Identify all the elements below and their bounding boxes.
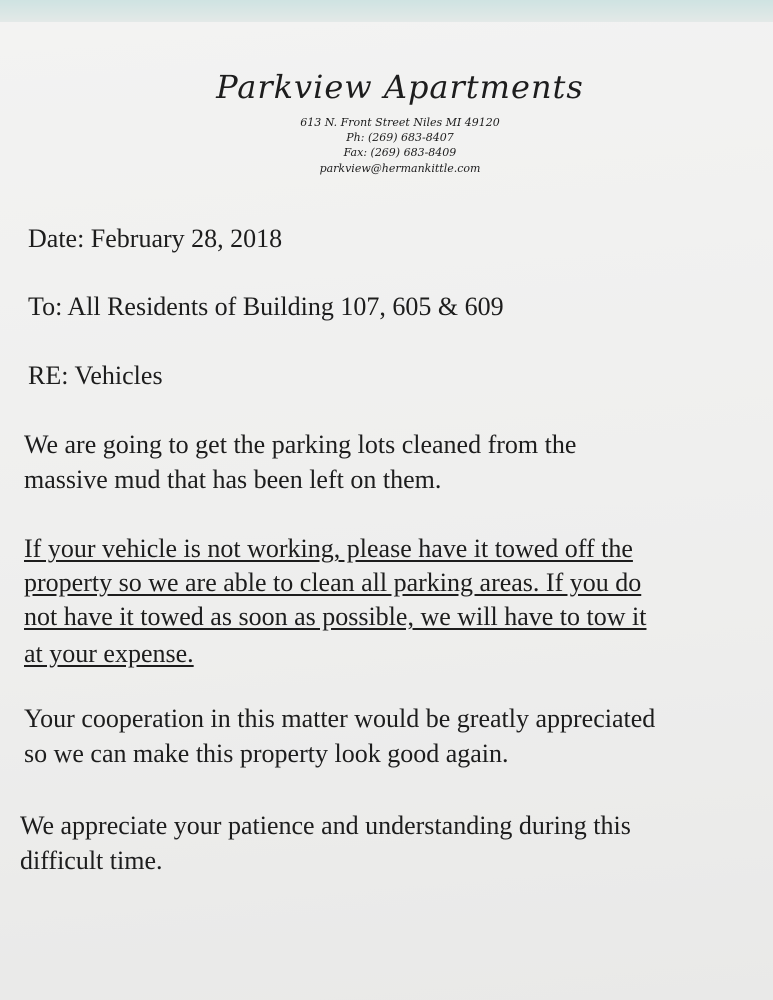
text-line: not have it towed as soon as possible, we will have to tow it	[24, 602, 647, 631]
text-line: massive mud that has been left on them.	[24, 465, 442, 494]
text-line: difficult time.	[20, 846, 163, 875]
text-line: We are going to get the parking lots cleaned from the	[24, 430, 577, 459]
company-fax: Fax: (269) 683-8409	[343, 146, 457, 159]
memo-date: Date: February 28, 2018	[28, 224, 283, 253]
text-line: so we can make this property look good again.	[24, 739, 509, 768]
text-line: at your expense.	[24, 639, 194, 668]
company-email: parkview@hermankittle.com	[319, 162, 481, 175]
text-line: property so we are able to clean all parking areas. If you do	[24, 568, 642, 597]
text-line: We appreciate your patience and understanding during this	[20, 811, 631, 840]
text-line: If your vehicle is not working, please have it towed off the	[24, 534, 633, 563]
memo-re: RE: Vehicles	[28, 361, 163, 390]
company-name: Parkview Apartments	[216, 68, 584, 106]
company-address: 613 N. Front Street Niles MI 49120	[300, 116, 500, 129]
memo-to: To: All Residents of Building 107, 605 & 609	[28, 292, 504, 321]
company-phone: Ph: (269) 683-8407	[346, 131, 454, 144]
text-line: Your cooperation in this matter would be greatly appreciated	[24, 704, 656, 733]
